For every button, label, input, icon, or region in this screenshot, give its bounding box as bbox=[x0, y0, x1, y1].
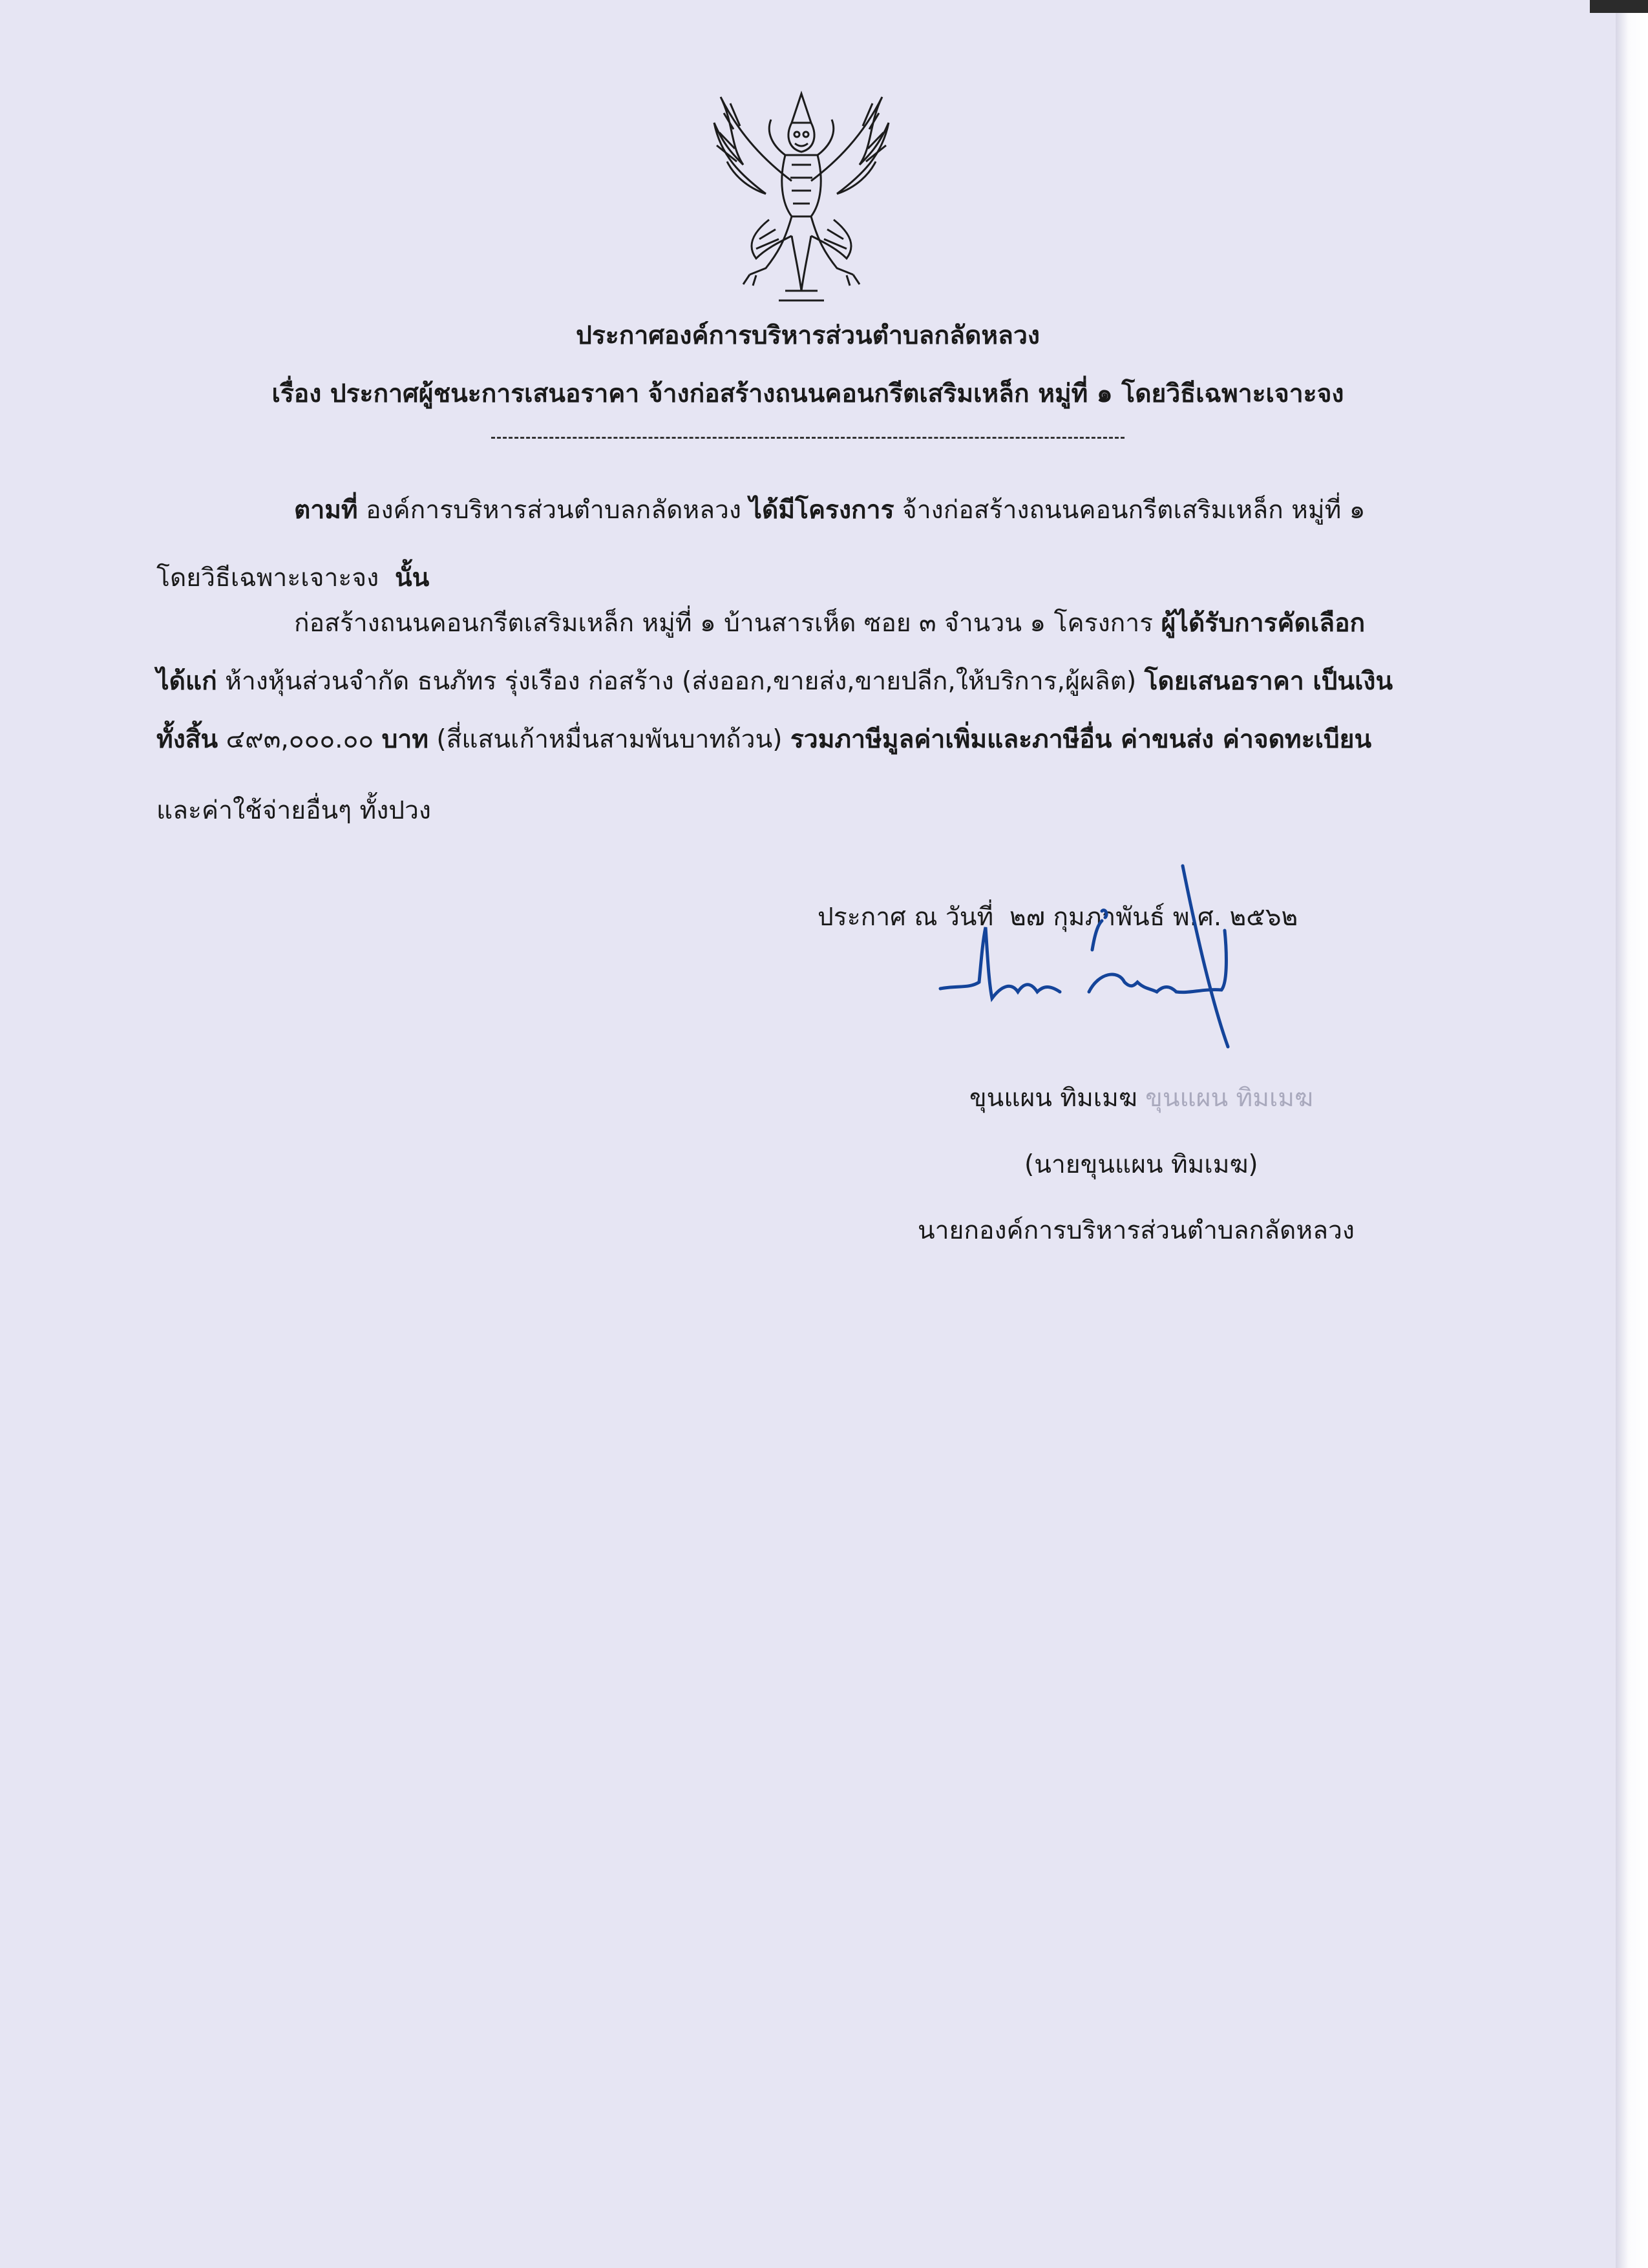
para2-line2-text: ห้างหุ้นส่วนจำกัด ธนภัทร รุ่งเรือง ก่อสร้าง (ส่งออก,ขายส่ง,ขายปลีก,ให้บริการ,ผู้ผลิต) bbox=[225, 667, 1137, 696]
para2-line3 bbox=[156, 727, 1371, 752]
para1-lead: ตามที่ bbox=[294, 496, 358, 525]
para2-line4-text: และค่าใช้จ่ายอื่นๆ ทั้งปวง bbox=[156, 796, 431, 825]
para2-line4 bbox=[156, 798, 431, 823]
scan-corner-mark bbox=[1590, 0, 1648, 13]
para2-line1-bold: ผู้ได้รับการคัดเลือก bbox=[1161, 609, 1366, 638]
para2-line3-bold-b: บาท bbox=[381, 725, 428, 754]
signer-name: (นายขุนแผน ทิมเมฆ) bbox=[1024, 1150, 1258, 1179]
typed-name-line bbox=[969, 1086, 1313, 1111]
faded-name-stamp: ขุนแผน ทิมเมฆ bbox=[1145, 1084, 1313, 1113]
para2-line1-text: ก่อสร้างถนนคอนกรีตเสริมเหล็ก หมู่ที่ ๑ บ้านสารเห็ด ซอย ๓ จำนวน ๑ โครงการ bbox=[294, 609, 1154, 638]
announcement-subject bbox=[0, 373, 1616, 414]
para1-project-label: ได้มีโครงการ bbox=[749, 496, 894, 525]
para2-amount-words: (สี่แสนเก้าหมื่นสามพันบาทถ้วน) bbox=[436, 725, 783, 754]
para2-amount: ๔๙๓,๐๐๐.๐๐ bbox=[226, 725, 374, 754]
para2-line3-bold-c: รวมภาษีมูลค่าเพิ่มและภาษีอื่น ค่าขนส่ง ค่าจดทะเบียน bbox=[790, 725, 1372, 754]
para1-org: องค์การบริหารส่วนตำบลกลัดหลวง bbox=[366, 496, 741, 525]
dashed-divider bbox=[491, 437, 1125, 439]
para2-line2-bold-a: ได้แก่ bbox=[156, 667, 217, 696]
garuda-emblem-icon bbox=[695, 84, 908, 310]
subject-text: จ้างก่อสร้างถนนคอนกรีตเสริมเหล็ก หมู่ที่ ๑ โดยวิธีเฉพาะเจาะจง bbox=[648, 379, 1344, 408]
para2-line2 bbox=[156, 669, 1393, 694]
scan-edge bbox=[1616, 0, 1648, 2268]
announce-date: ๒๗ กุมภาพันธ์ พ.ศ. ๒๕๖๒ bbox=[1009, 903, 1298, 932]
subject-prefix: เรื่อง ประกาศผู้ชนะการเสนอราคา bbox=[271, 379, 640, 408]
para1-line1 bbox=[294, 498, 1365, 523]
typed-name: ขุนแผน ทิมเมฆ bbox=[969, 1084, 1137, 1113]
signer-position: นายกองค์การบริหารส่วนตำบลกลัดหลวง bbox=[918, 1216, 1355, 1245]
para1-line2 bbox=[156, 565, 429, 591]
para2-line1 bbox=[294, 611, 1365, 636]
announce-label: ประกาศ ณ วันที่ bbox=[818, 903, 994, 932]
announcement-title: ประกาศองค์การบริหารส่วนตำบลกลัดหลวง bbox=[576, 321, 1040, 350]
para1-project: จ้างก่อสร้างถนนคอนกรีตเสริมเหล็ก หมู่ที่ ๑ bbox=[902, 496, 1366, 525]
para2-line3-bold-a: ทั้งสิ้น bbox=[156, 725, 218, 754]
para1-method: โดยวิธีเฉพาะเจาะจง bbox=[156, 563, 379, 593]
para1-end: นั้น bbox=[395, 563, 430, 593]
para2-line2-bold-b: โดยเสนอราคา เป็นเงิน bbox=[1144, 667, 1393, 696]
handwritten-signature bbox=[905, 853, 1267, 1079]
